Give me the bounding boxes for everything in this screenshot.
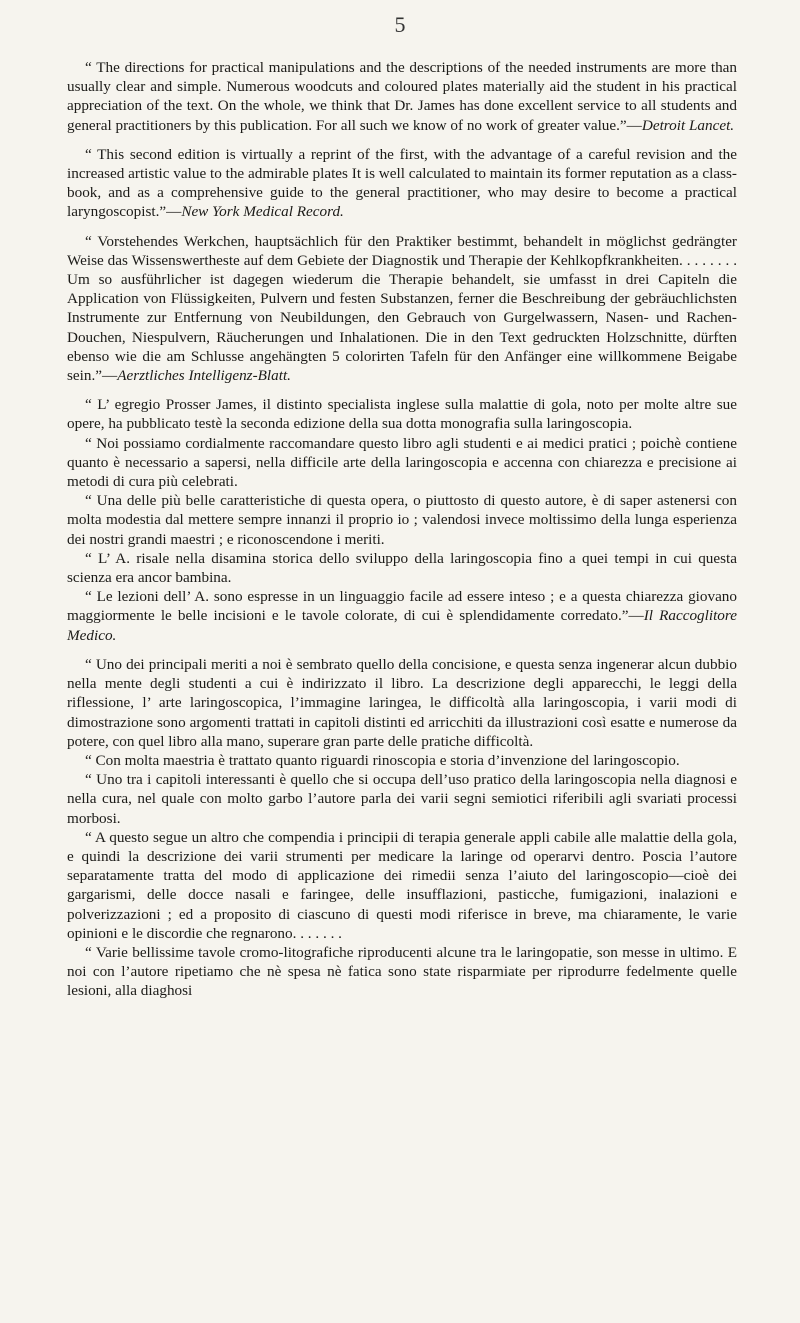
review-3-source: Aerztliches Intelligenz-Blatt. (117, 367, 291, 385)
review-4-paragraph-1: “ L’ egregio Prosser James, il distinto specialista inglese sulla malattie di gola, noto per molte altre sue opere, ha pubblicato testè la seconda edizione della sua dotta monografia sulla laringoscopia. (67, 396, 737, 433)
review-2-paragraph-1: “ This second edition is virtually a reprint of the first, with the advantage of a careful revision and the increased artistic value to the admirable plates It is well calculated to maintain its former reputation as a class-book, and as a comprehensive guide to the general practitioner, who may desire to become a practical laryngoscopist.”—New York Medical Record. (67, 145, 737, 221)
review-5-paragraph-4: “ A questo segue un altro che compendia i principii di terapia generale appli cabile alle malattie della gola, e quindi la descrizione dei varii strumenti per medicare la laringe od operarvi dentro. Poscia l’autore separatamente tratta del modo di applicazione dei rimedii senza l’aiuto del laringoscopio—cioè dei gargarismi, delle docce nasali e faringee, delle insufflazioni, pasticche, fumigazioni, inalazioni e polverizzazioni ; ed a proposito di ciascuno di questi modi riferisce in breve, ma chiaramente, le varie opinioni e le discordie che regnarono. . . . . . . (67, 828, 737, 942)
review-4-paragraph-5: “ Le lezioni dell’ A. sono espresse in un linguaggio facile ad essere inteso ; e a questa chiarezza giovano maggiormente le belle incisioni e le tavole colorate, di cui è splendidamente corredato.”—Il Raccoglitore Medico. (67, 588, 737, 644)
reviews-column (67, 58, 737, 1001)
review-5-paragraph-3: “ Uno tra i capitoli interessanti è quello che si occupa dell’uso pratico della laringoscopia nella diagnosi e nella cura, nel quale con molto garbo l’autore parla dei varii segni semiotici riferibili agli svariati processi morbosi. (67, 771, 737, 827)
review-4-source: Il Raccoglitore Medico. (67, 607, 737, 644)
page-number: 5 (394, 12, 406, 37)
review-2-source: New York Medical Record. (181, 203, 344, 221)
review-1-source: Detroit Lancet. (641, 116, 735, 134)
review-5-paragraph-5: “ Varie bellissime tavole cromo-litografiche riproducenti alcune tra le laringopatie, son messe in ultimo. E noi con l’autore ripetiamo che nè spesa nè fatica sono state risparmiate per riprodurre fedelmente quelle lesioni, alla diaghosi (67, 943, 737, 1000)
review-4-paragraph-2: “ Noi possiamo cordialmente raccomandare questo libro agli studenti e ai medici pratici ; poichè contiene quanto è necessario a sapersi, nella difficile arte della laringoscopia e accenna con chiarezza e precisione ai metodi di cura più celebrati. (67, 434, 737, 491)
review-5-paragraph-1: “ Uno dei principali meriti a noi è sembrato quello della concisione, e questa senza ingenerar alcun dubbio nella mente degli studenti a cui è indirizzato il libro. La descrizione degli apparecchi, le leggi della riflessione, l’ arte laringoscopica, l’immagine laringea, le difficoltà alla laringoscopia, i varii modi di dimostrazione sono argomenti trattati in capitoli distinti ed arricchiti da illustrazioni così esatte e numerose da potere, con quel libro alla mano, superare gran parte delle pratiche difficoltà. (67, 655, 737, 750)
review-1-paragraph-1: “ The directions for practical manipulations and the descriptions of the needed instruments are more than usually clear and simple. Numerous woodcuts and coloured plates materially aid the student in his practical appreciation of the text. On the whole, we think that Dr. James has done excellent service to all students and general practitioners by this publication. For all such we know of no work of greater value.”—Detroit Lancet. (67, 59, 737, 134)
review-3-paragraph-1: “ Vorstehendes Werkchen, hauptsächlich für den Praktiker bestimmt, behandelt in möglichst gedrängter Weise das Wissenswertheste auf dem Gebiete der Diagnostik und Therapie der Kehlkopfkrankheiten. . . . . . . . Um so ausführlicher ist dagegen wiederum die Therapie behandelt, sie umfasst in drei Capiteln die Application von Flüssigkeiten, Pulvern und festen Substanzen, ferner die Beschreibung der gebräuchlichsten Instrumente zur Entfernung von Neubildungen, den Gebrauch von Gurgelwassern, Nasen- und Rachen-Douchen, Niespulvern, Räucherungen und Inhalationen. Die in den Text gedruckten Holzschnitte, dürften ebenso wie die am Schlusse angehängten 5 colorirten Tafeln für den Anfänger eine willkommene Beigabe sein.”—Aerztliches Intelligenz-Blatt. (67, 232, 737, 385)
review-5-paragraph-2: “ Con molta maestria è trattato quanto riguardi rinoscopia e storia d’invenzione del laringoscopio. (85, 751, 680, 769)
review-4-paragraph-3: “ Una delle più belle caratteristiche di questa opera, o piuttosto di questo autore, è di saper astenersi con molta modestia dal mettere sempre innanzi il proprio io ; valendosi invece moltissimo della lunga esperienza dei nostri grandi maestri ; e riconoscendone i meriti. (67, 492, 737, 548)
review-4-paragraph-4: “ L’ A. risale nella disamina storica dello sviluppo della laringoscopia fino a quei tempi in cui questa scienza era ancor bambina. (67, 549, 737, 587)
